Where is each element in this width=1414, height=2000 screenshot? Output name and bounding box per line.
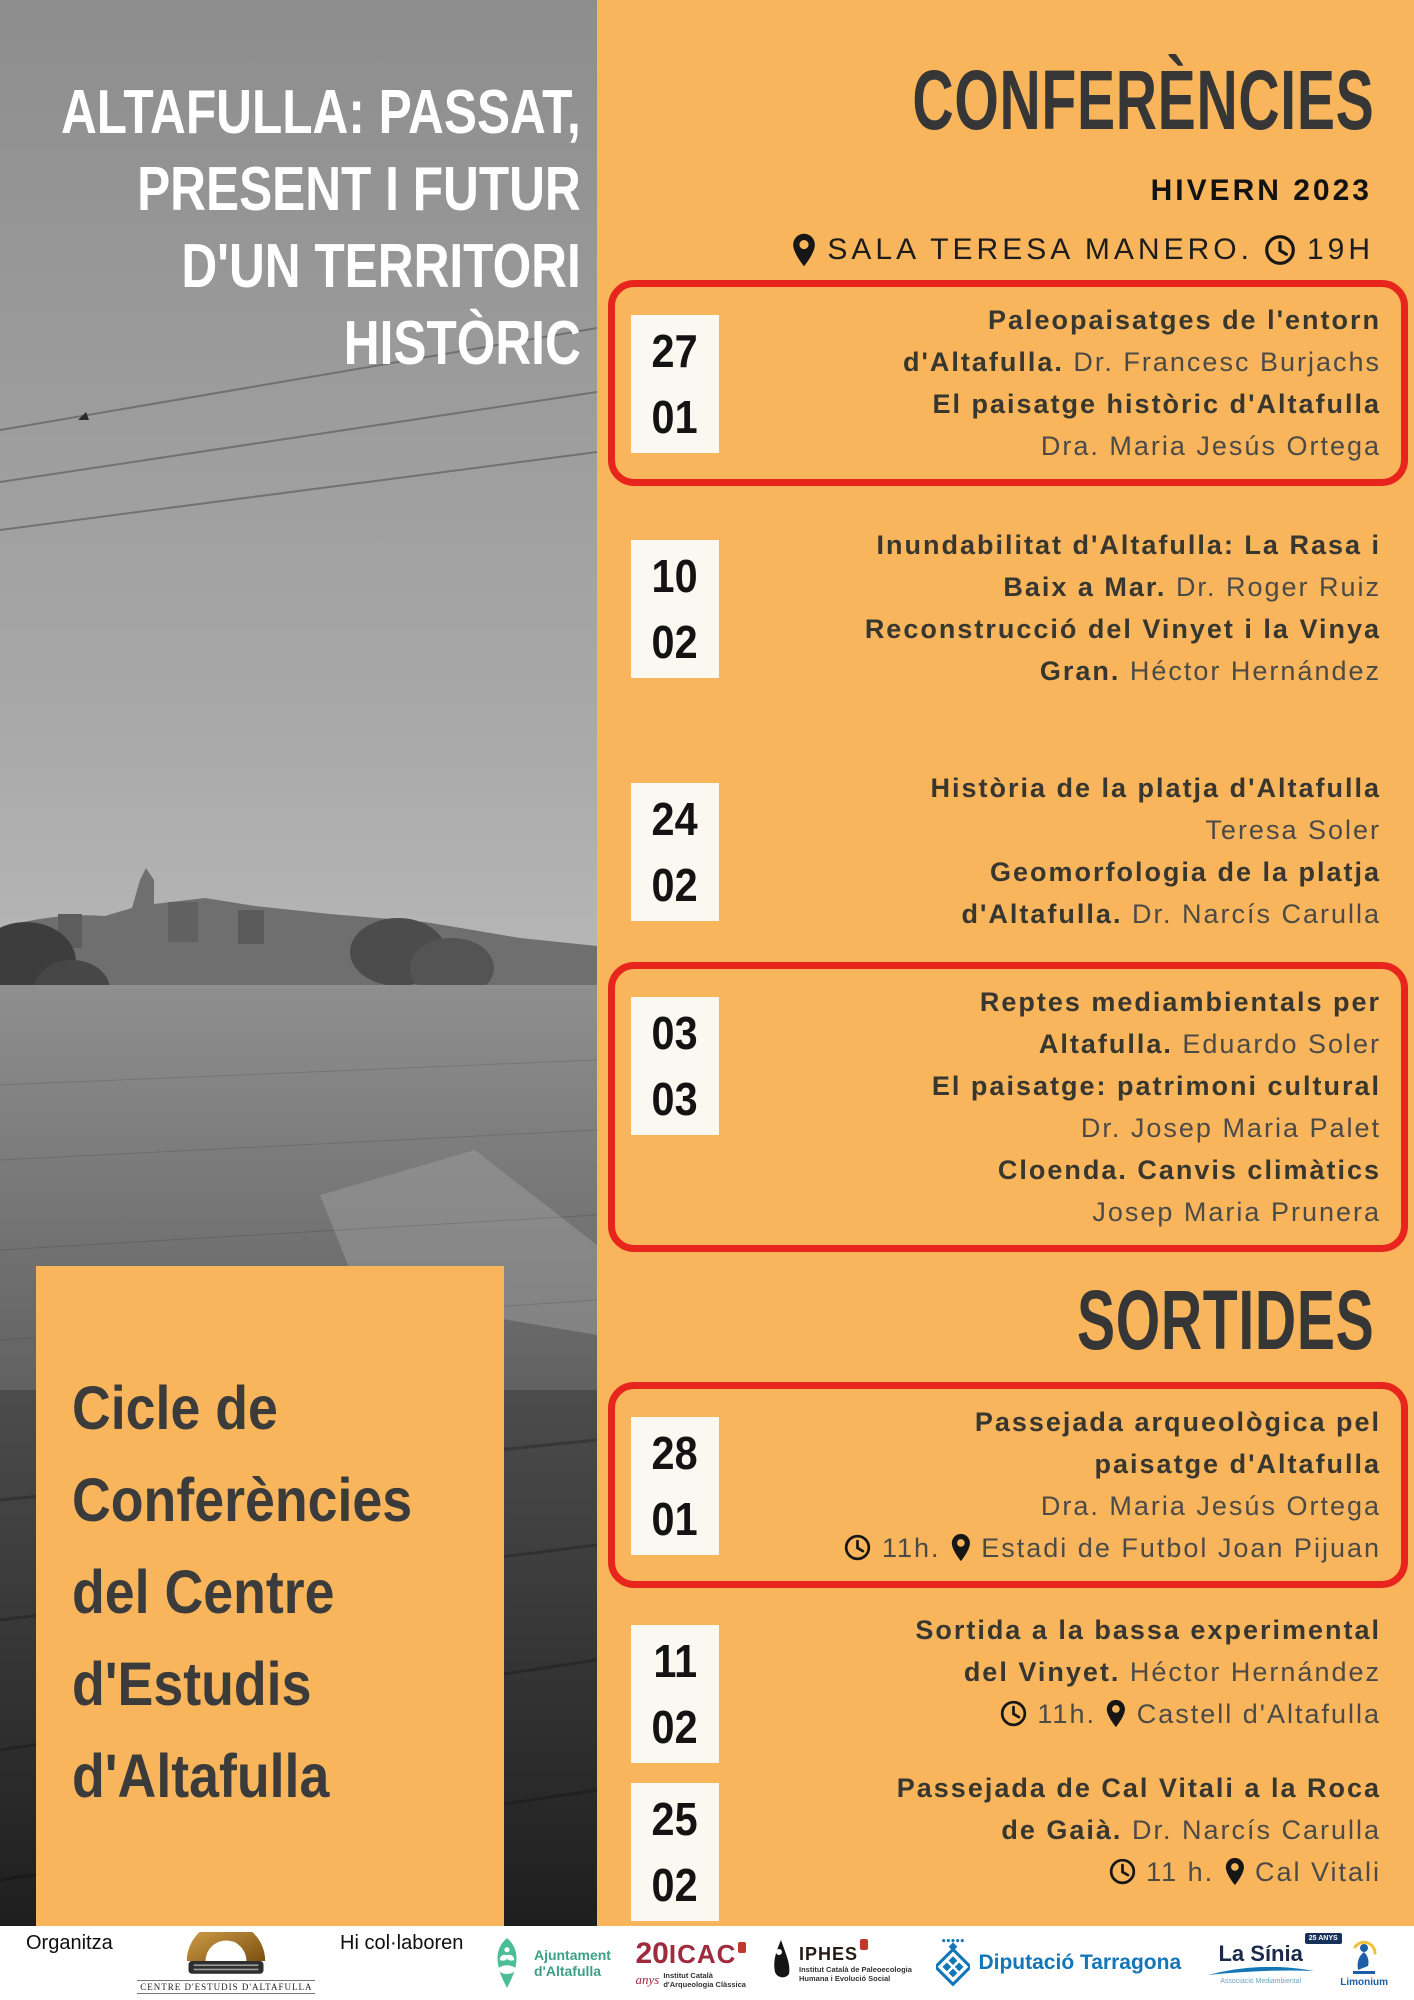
event-text-line — [719, 341, 1381, 383]
talk-title: Cloenda. Canvis climàtics — [997, 1155, 1381, 1185]
clock-icon — [1108, 1857, 1137, 1886]
talk-title: paisatge d'Altafulla — [1094, 1449, 1381, 1479]
talk-title: d'Altafulla. — [961, 899, 1132, 929]
speaker-name: Héctor Hernández — [1129, 1657, 1381, 1687]
event-25-02 — [608, 1748, 1408, 1940]
paddler-icon — [1349, 1939, 1379, 1977]
event-month: 02 — [651, 1859, 699, 1911]
event-day: 10 — [651, 550, 699, 602]
ajuntament-line2: d'Altafulla — [533, 1963, 602, 1979]
event-date-box — [631, 540, 719, 678]
footer — [0, 1926, 1414, 2000]
season-label: HIVERN 2023 — [1150, 174, 1372, 207]
ajuntament-line1: Ajuntament — [533, 1947, 611, 1963]
event-text-line — [719, 1065, 1381, 1107]
event-text-line — [719, 809, 1381, 851]
collaboren-label: Hi col·laboren — [340, 1932, 464, 1954]
talk-title: Altafulla. — [1038, 1029, 1183, 1059]
event-day: 24 — [651, 793, 699, 845]
speaker-name: Dr. Josep Maria Palet — [1080, 1113, 1381, 1143]
talk-title: Inundabilitat d'Altafulla: La Rasa i — [876, 530, 1381, 560]
diputacio-tarragona-logo — [936, 1937, 1181, 1989]
event-text — [719, 299, 1381, 467]
icac-caption-line1: Institut Català — [663, 1971, 713, 1980]
icac-logo — [636, 1937, 747, 1989]
diamond-icon — [936, 1937, 970, 1989]
event-date-box — [631, 1417, 719, 1555]
event-text-line — [719, 425, 1381, 467]
talk-title: del Vinyet. — [963, 1657, 1130, 1687]
centre-estudis-logo — [137, 1932, 315, 1994]
sinia-caption: Associació Mediambiental — [1220, 1978, 1302, 1985]
pin-icon — [791, 232, 817, 268]
event-month: 01 — [651, 1493, 699, 1545]
speaker-name: Dr. Roger Ruiz — [1175, 572, 1381, 602]
photo-title-line: ALTAFULLA: PASSAT, — [61, 78, 581, 147]
speaker-name: Dra. Maria Jesús Ortega — [1040, 1491, 1381, 1521]
event-day: 25 — [651, 1793, 699, 1845]
event-month: 03 — [651, 1073, 699, 1125]
icac-20: 20 — [635, 1937, 669, 1970]
icac-caption — [663, 1971, 746, 1989]
iphes-logo — [771, 1940, 912, 1986]
event-day: 03 — [651, 1007, 699, 1059]
clock-icon — [843, 1533, 872, 1562]
photo-title — [61, 74, 581, 382]
speaker-name: 11h. — [1027, 1699, 1106, 1729]
event-date-box — [631, 997, 719, 1135]
series-title-line: d'Altafulla — [72, 1742, 330, 1810]
book-icon — [174, 1932, 278, 1978]
event-text-line — [719, 524, 1381, 566]
conferencies-title: CONFERÈNCIES — [912, 53, 1374, 147]
series-title-line: Cicle de — [72, 1374, 278, 1442]
iphes-acronym: IPHES — [798, 1943, 859, 1964]
event-text-line — [719, 1693, 1381, 1735]
event-date-box — [631, 1625, 719, 1763]
landscape-photo — [0, 0, 597, 1926]
event-03-03-highlighted — [608, 962, 1408, 1252]
event-text-line — [719, 1485, 1381, 1527]
speaker-name: Castell d'Altafulla — [1127, 1699, 1381, 1729]
icac-acronym: ICAC — [668, 1939, 737, 1969]
shield-leaf-icon — [488, 1937, 526, 1989]
talk-title: Història de la platja d'Altafulla — [930, 773, 1381, 803]
event-text-line — [719, 893, 1381, 935]
diputacio-text: Diputació Tarragona — [978, 1951, 1182, 1974]
event-text — [719, 1767, 1381, 1893]
ajuntament-text — [534, 1947, 611, 1979]
event-text-line — [719, 383, 1381, 425]
event-month: 01 — [651, 391, 699, 443]
event-text — [719, 524, 1381, 692]
organitza-label: Organitza — [26, 1932, 113, 1954]
limonium-text: Limonium — [1340, 1976, 1388, 1988]
event-text-line — [719, 299, 1381, 341]
event-month: 02 — [651, 1701, 699, 1753]
venue-line — [791, 232, 1374, 268]
speaker-name: Eduardo Soler — [1182, 1029, 1381, 1059]
speaker-name: 11 h. — [1136, 1857, 1224, 1887]
event-text-line — [719, 1023, 1381, 1065]
talk-title: de Gaià. — [1001, 1815, 1132, 1845]
event-text-line — [719, 566, 1381, 608]
photo-title-line: D'UN TERRITORI — [181, 232, 581, 301]
sinia-text: La Sínia — [1218, 1941, 1303, 1966]
limonium-logo — [1340, 1939, 1388, 1988]
event-day: 27 — [651, 325, 699, 377]
la-sinia-logo — [1206, 1935, 1338, 1985]
event-day: 11 — [653, 1635, 697, 1687]
event-text-line — [719, 1809, 1381, 1851]
clock-icon — [1263, 233, 1297, 267]
flame-icon — [771, 1940, 791, 1986]
event-text-line — [719, 767, 1381, 809]
event-text-line — [719, 851, 1381, 893]
event-date-box — [631, 1783, 719, 1921]
speaker-name: Dra. Maria Jesús Ortega — [1040, 431, 1381, 461]
event-text-line — [719, 1149, 1381, 1191]
event-day: 28 — [651, 1427, 699, 1479]
sinia-25-anys-badge: 25 ANYS — [1305, 1933, 1342, 1944]
talk-title: Gran. — [1039, 656, 1130, 686]
speaker-name: Dr. Francesc Burjachs — [1073, 347, 1381, 377]
pin-icon — [1105, 1699, 1127, 1728]
speaker-name: Héctor Hernández — [1129, 656, 1381, 686]
talk-title: Reptes mediambientals per — [979, 987, 1381, 1017]
series-title — [72, 1362, 452, 1822]
series-title-box — [36, 1266, 504, 1926]
event-text-line — [719, 1107, 1381, 1149]
photo-title-line: PRESENT I FUTUR — [137, 155, 581, 224]
event-date-box — [631, 783, 719, 921]
pin-icon — [950, 1533, 972, 1562]
event-27-01-highlighted — [608, 280, 1408, 486]
event-text — [719, 1609, 1381, 1735]
series-title-line: Conferències — [72, 1466, 413, 1534]
photo-title-line: HISTÒRIC — [344, 309, 581, 378]
event-text-line — [719, 1609, 1381, 1651]
speaker-name: Dr. Narcís Carulla — [1131, 1815, 1381, 1845]
venue-name: SALA TERESA MANERO. — [827, 233, 1253, 266]
speaker-name: Dr. Narcís Carulla — [1131, 899, 1381, 929]
event-text-line — [719, 1767, 1381, 1809]
speaker-name: Josep Maria Prunera — [1092, 1197, 1381, 1227]
event-text-line — [719, 1443, 1381, 1485]
event-28-01-highlighted — [608, 1382, 1408, 1588]
event-text — [719, 981, 1381, 1233]
pin-icon — [1224, 1857, 1246, 1886]
iphes-mark — [860, 1939, 868, 1950]
event-10-02 — [608, 505, 1408, 711]
talk-title: Paleopaisatges de l'entorn — [987, 305, 1381, 335]
icac-registered-mark — [738, 1942, 746, 1953]
event-text-line — [719, 981, 1381, 1023]
event-text-line — [719, 1401, 1381, 1443]
talk-title: Baix a Mar. — [1003, 572, 1176, 602]
event-text-line — [719, 1651, 1381, 1693]
speaker-name: Estadi de Futbol Joan Pijuan — [971, 1533, 1381, 1563]
event-24-02 — [608, 748, 1408, 954]
event-month: 02 — [651, 616, 699, 668]
iphes-caption-line1: Institut Català de Paleoecologia — [798, 1964, 912, 1974]
event-text — [719, 1401, 1381, 1569]
centre-estudis-caption: CENTRE D'ESTUDIS D'ALTAFULLA — [137, 1980, 315, 1994]
icac-anys: anys — [635, 1972, 660, 1987]
event-text-line — [719, 1851, 1381, 1893]
event-month: 02 — [651, 859, 699, 911]
talk-title: El paisatge històric d'Altafulla — [932, 389, 1381, 419]
ajuntament-altafulla-logo — [488, 1937, 611, 1989]
speaker-name: Teresa Soler — [1205, 815, 1381, 845]
event-text-line — [719, 1191, 1381, 1233]
swoosh-icon — [1206, 1967, 1316, 1977]
talk-title: Reconstrucció del Vinyet i la Vinya — [864, 614, 1381, 644]
talk-title: Geomorfologia de la platja — [989, 857, 1381, 887]
event-text-line — [719, 1527, 1381, 1569]
event-text-line — [719, 608, 1381, 650]
sortides-title: SORTIDES — [1076, 1273, 1374, 1367]
talk-title: d'Altafulla. — [902, 347, 1074, 377]
series-title-line: d'Estudis — [72, 1650, 312, 1718]
event-text-line — [719, 650, 1381, 692]
clock-icon — [999, 1699, 1028, 1728]
iphes-caption — [799, 1965, 912, 1983]
event-text — [719, 767, 1381, 935]
speaker-name: Cal Vitali — [1245, 1857, 1381, 1887]
iphes-caption-line2: Humana i Evolució Social — [798, 1973, 891, 1983]
talk-title: El paisatge: patrimoni cultural — [931, 1071, 1381, 1101]
talk-title: Sortida a la bassa experimental — [915, 1615, 1381, 1645]
venue-time: 19H — [1306, 233, 1374, 266]
talk-title: Passejada de Cal Vitali a la Roca — [896, 1773, 1381, 1803]
events-panel — [597, 0, 1414, 1926]
talk-title: Passejada arqueològica pel — [974, 1407, 1381, 1437]
speaker-name: 11h. — [872, 1533, 951, 1563]
series-title-line: del Centre — [72, 1558, 335, 1626]
event-date-box — [631, 315, 719, 453]
icac-caption-line2: d'Arqueologia Clàssica — [663, 1980, 746, 1989]
